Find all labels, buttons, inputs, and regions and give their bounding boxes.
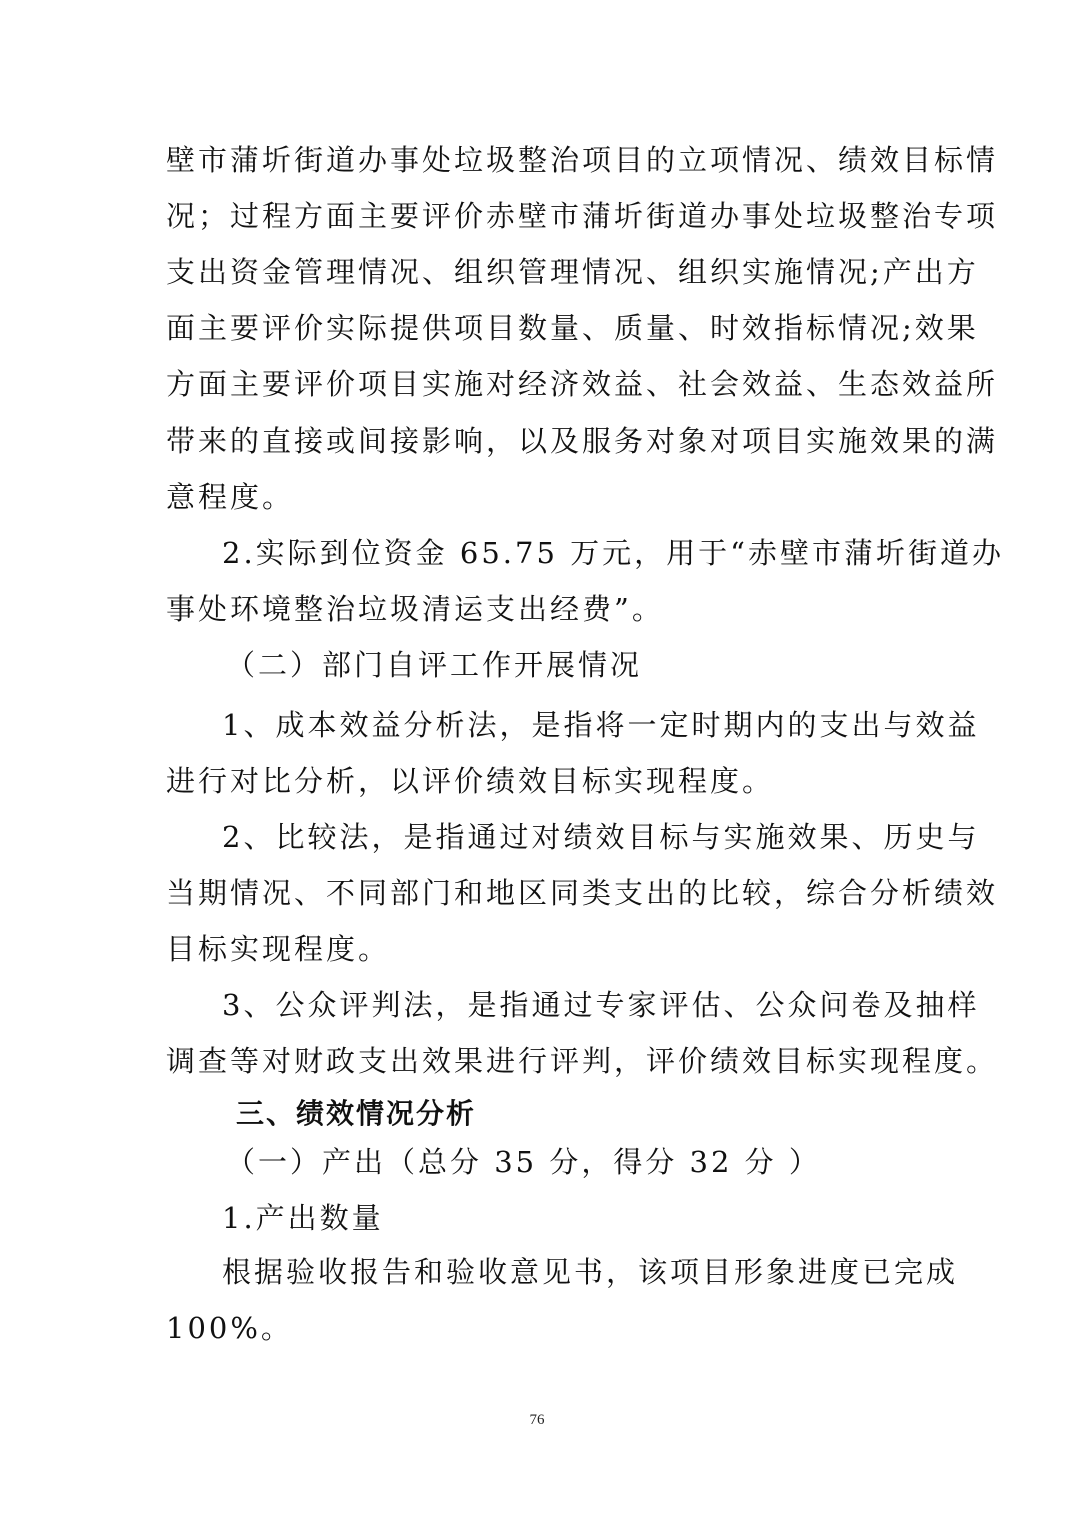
paragraph-line: 3、公众评判法，是指通过专家评估、公众问卷及抽样 bbox=[222, 988, 980, 1022]
section-heading: （二）部门自评工作开展情况 bbox=[226, 648, 643, 682]
paragraph-line: 意程度。 bbox=[166, 480, 295, 514]
subsection-heading: （一）产出（总分 35 分，得分 32 分 ） bbox=[226, 1145, 821, 1179]
paragraph-line: 壁市蒲圻街道办事处垃圾整治项目的立项情况、绩效目标情 bbox=[166, 143, 999, 177]
paragraph-line: 1、成本效益分析法，是指将一定时期内的支出与效益 bbox=[222, 708, 980, 742]
paragraph-line: 2、比较法，是指通过对绩效目标与实施效果、历史与 bbox=[222, 820, 980, 854]
paragraph-line: 根据验收报告和验收意见书，该项目形象进度已完成 bbox=[222, 1255, 959, 1289]
paragraph-line: 2.实际到位资金 65.75 万元，用于“赤壁市蒲圻街道办 bbox=[222, 536, 1004, 570]
page-number: 76 bbox=[529, 1412, 545, 1428]
section-heading-bold: 三、绩效情况分析 bbox=[236, 1097, 477, 1130]
paragraph-line: 当期情况、不同部门和地区同类支出的比较，综合分析绩效 bbox=[166, 876, 999, 910]
paragraph-line: 带来的直接或间接影响，以及服务对象对项目实施效果的满 bbox=[166, 424, 999, 458]
paragraph-line: 进行对比分析，以评价绩效目标实现程度。 bbox=[166, 764, 775, 798]
paragraph-line: 支出资金管理情况、组织管理情况、组织实施情况;产出方 bbox=[166, 255, 979, 289]
paragraph-line: 面主要评价实际提供项目数量、质量、时效指标情况;效果 bbox=[166, 311, 979, 345]
paragraph-line: 调查等对财政支出效果进行评判，评价绩效目标实现程度。 bbox=[166, 1044, 999, 1078]
paragraph-line: 方面主要评价项目实施对经济效益、社会效益、生态效益所 bbox=[166, 367, 999, 401]
paragraph-line: 100%。 bbox=[166, 1311, 293, 1345]
paragraph-line: 目标实现程度。 bbox=[166, 932, 391, 966]
subsection-title: 1.产出数量 bbox=[222, 1201, 384, 1235]
paragraph-line: 况；过程方面主要评价赤壁市蒲圻街道办事处垃圾整治专项 bbox=[166, 199, 999, 233]
paragraph-line: 事处环境整治垃圾清运支出经费”。 bbox=[166, 592, 664, 626]
